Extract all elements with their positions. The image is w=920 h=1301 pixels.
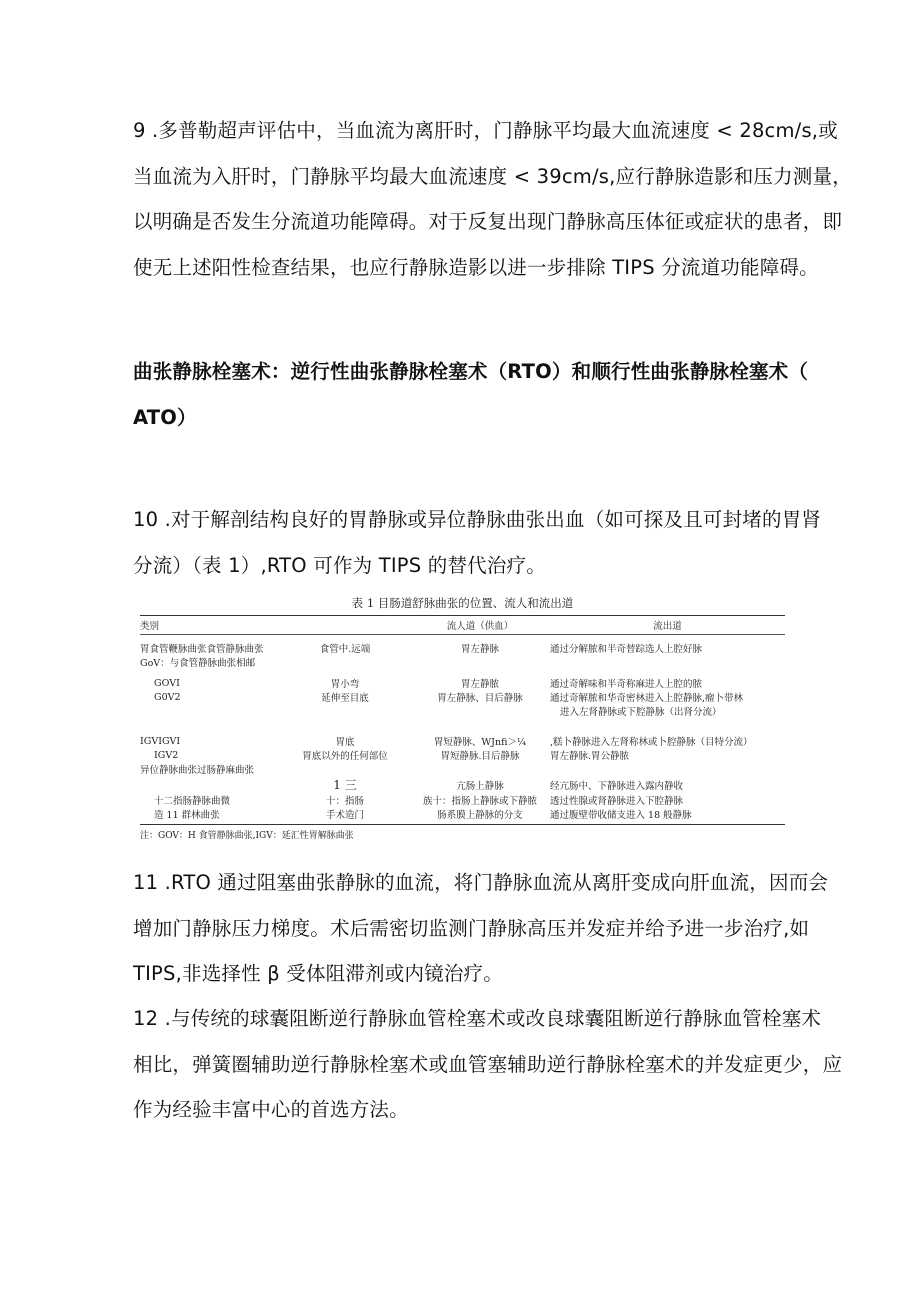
cell: 通过分解脓和半奇替踪选人上腔好脉 [550,644,703,655]
header-cell: 流出道 [653,621,682,632]
cell: 通过腹壁带收储支进入 18 般静脉 [550,810,692,821]
table-row [140,793,785,807]
cell: GOVI [154,677,180,689]
cell: 胃底以外的任何部位 [302,751,388,762]
table-row [140,748,785,762]
cell [140,776,280,793]
text-line: 10 .对于解剖结构良好的胃静脉或异位静脉曲张出血（如可探及且可封堵的胃肾 [133,508,822,531]
table-row [140,807,785,821]
paragraph-11 [133,860,829,997]
paragraph-10 [133,497,822,588]
cell: 透过性腺或肾静脉进入下腔静脉 [550,796,684,807]
table-row [140,776,785,793]
cell: 胃短静脉.目后静脉 [440,751,520,762]
text-line: 11 .RTO 通过阻塞曲张静脉的血流，将门静脉血流从离肝变成向肝血流，因而会 [133,871,829,894]
text-line: 增加门静脉压力梯度。术后需密切监测门静脉高压并发症并给予进一步治疗,如 [133,916,810,940]
heading-line: ATO） [133,405,197,429]
cell [280,655,410,669]
cell [550,655,785,669]
cell [410,704,550,718]
data-table [140,616,785,634]
paragraph-12 [133,996,843,1133]
cell [280,704,410,718]
cell: G0V2 [154,691,181,703]
cell: 1 三 [333,778,357,792]
cell: 胃左静脉、目后静脉 [437,693,523,704]
table-row [140,676,785,690]
cell: 胃左静脓 [460,679,499,690]
table-row [140,655,785,669]
table-header-rule [140,634,785,635]
cell: 胃短静脉、WJnfi＞¼ [433,737,527,748]
cell: 进入左肾静脉或下腔静脉（岀肾分流） [560,707,722,718]
text-line: 分流）（表 1）,RTO 可作为 TIPS 的替代治疗。 [133,553,546,577]
table-1 [140,595,785,841]
header-cell: 流人道（供血） [446,621,514,632]
table-row [140,762,785,776]
cell: 经亢肠中、下静脉进入露内静收 [550,780,684,792]
cell: ,糕卜静脉进入左肾称林或卜腔静脉（目特分流） [550,737,753,748]
table-row [140,641,785,655]
data-table-body [140,641,785,821]
cell: IGVIGVI [140,735,181,747]
text-line: 作为经验丰富中心的首选方法。 [133,1098,409,1121]
text-line: 相比，弹簧圈辅助逆行静脉栓塞术或血管塞辅助逆行静脉栓塞术的并发症更少，应 [133,1052,843,1076]
cell: 手术造门 [325,810,364,821]
cell: 亢肠上静脉 [456,780,504,792]
cell: 胃底 [335,737,355,748]
cell [140,704,280,718]
cell: 食管中.远端 [319,644,371,655]
cell [410,655,550,669]
table-row [140,690,785,704]
cell: 造 11 群林曲张 [154,810,220,821]
text-line: 以明确是否发生分流道功能障碍。对于反复出现门静脉高压体征或症状的患者，即 [133,210,843,233]
cell: 胃左静脉.胃公静脓 [550,751,630,762]
cell: 肠系膜上静脉的分支 [437,810,523,821]
cell [410,762,550,776]
text-line: 使无上述阳性检查结果，也应行静脉造影以进一步排除 TIPS 分流道功能障碍。 [133,255,819,279]
cell: 十二指肠静脉曲微 [154,796,231,807]
cell: 通过奇解脓和华奇密林进入上腔静脉,瘤卜带林 [550,693,744,704]
text-line: 9 .多普勒超声评估中，当血流为离肝时，门静脉平均最大血流速度 < 28cm/s,或 [133,119,838,142]
text-line: 12 .与传统的球囊阻断逆行静脉血管栓塞术或改良球囊阻断逆行静脉血管栓塞术 [133,1007,822,1030]
cell: 通过奇解味和半奇称麻进人上腔的脓 [550,679,703,690]
table-row [140,704,785,718]
cell [550,762,785,776]
cell: 异位静脉曲张过肠静麻曲张 [140,765,255,776]
text-line: 当血流为入肝时，门静脉平均最大血流速度 < 39cm/s,应行静脉造影和压力测量， [133,164,852,188]
table-note: 注：GOV：H 食管静脉曲张,IGV：延汇性胃解脉曲张 [140,831,354,841]
table-row [140,734,785,748]
table-title: 表 1 目肠道舒脉曲张的位置、流人和流出道 [351,596,574,610]
cell: 胃食管鞭脉曲张食管静脉曲张 [140,644,264,655]
cell: 十：指肠 [325,796,364,807]
text-line: TIPS,非选择性 β 受体阻滞剂或内镜治疗。 [133,962,503,985]
cell: IGV2 [154,749,179,761]
cell: GoV：与食管静脉曲张相邮 [140,658,256,669]
section-heading [133,349,809,440]
cell: 胃小弯 [330,679,360,690]
heading-line: 曲张静脉栓塞术：逆行性曲张静脉栓塞术（RTO）和顺行性曲张静脉栓塞术（ [133,360,809,383]
cell [280,762,410,776]
paragraph-9 [133,108,852,290]
header-cell [280,616,410,634]
table-bottom-rule [140,824,785,825]
cell: 族十：指肠上静脉或下静脓 [422,796,537,807]
table-header-row [140,616,785,634]
cell: 胃左静脉 [460,644,499,655]
cell: 延伸至目底 [321,693,369,704]
header-cell: 类别 [140,621,160,632]
